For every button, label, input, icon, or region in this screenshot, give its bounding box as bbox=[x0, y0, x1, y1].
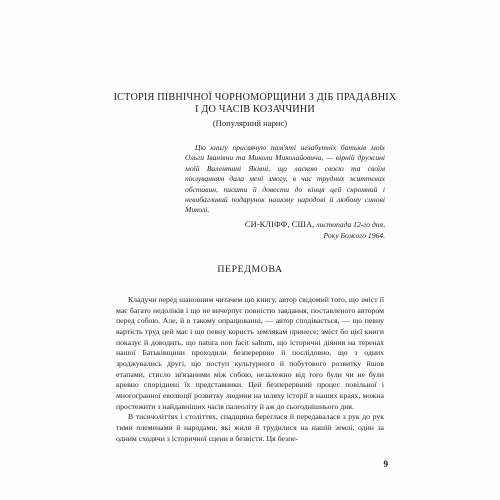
chapter-title-line-1: ІСТОРІЯ ПІВНІЧНОЇ ЧОРНОМОРЩИНИ З ДІБ ПРАДАВНІХ bbox=[113, 92, 397, 103]
subtitle: (Популярний нарис) bbox=[212, 118, 288, 128]
signature-date-line-2: Року Божого 1964. bbox=[323, 231, 385, 240]
foreword-text bbox=[116, 295, 384, 444]
chapter-title bbox=[110, 92, 400, 115]
dedication-signature bbox=[185, 219, 385, 241]
paragraph-1: Кладучи перед шановним читачем цю книгу, автор свідомий того, що зміст її має багато недоліків і що не вичерпує повністю завдання, поставленого автором перед собою. Але, й в такому опрацюванні, — автор сподівається, — що певну вартість труд цей має і що певну користь землякам принесе; зміст бо цієї книги показує й доводить, що natura non facit saltum, що історичні діяння на теренах нашої Батьківщини проходили безперервно й послідовно, що з одних зроджувались другі, що поступ культурного й побутового розвитку йшов етапами, стисло зв'язаними між собою, незалежно від того були чи не були кревно споріднені їх представники. Цей безперервний процес повільної і многогранної еволюції розвитку людини на шляху історії в наших краях, можна простежити з найдавніших часів палеоліту й аж до сьогоднішнього дня. bbox=[116, 295, 384, 411]
signature-date-line-1: листопада 12-го дня, bbox=[316, 220, 385, 229]
dedication: Цю книгу присвячую пам'яті незабутніх батьків моїх Ольги Іванівни та Миколи Миколайовича, — вірній дружині моїй Валентині Яківні, що ласкою своєю та своїм піклуванням дала мені змогу, в час трудних життєвих обставин, писати й довести до кінця цей скромний і невибагливий подарунок нашому народові й любому синові Миколі. bbox=[185, 143, 385, 215]
section-heading: ПЕРЕДМОВА bbox=[217, 264, 283, 275]
page-number: 9 bbox=[383, 459, 388, 469]
paragraph-2: В тисячоліттях і століттях, спадщина береглася й передавалася з рук до рук тими племенами й народами, які жили й трудилися на нашій землі, один за одним сходячи з історичної сцени в безвісти. Ця безпе- bbox=[116, 412, 384, 443]
chapter-title-line-2: І ДО ЧАСІВ КОЗАЧЧИНИ bbox=[195, 103, 315, 115]
signature-place: СИ-КЛІФФ, США, bbox=[244, 220, 315, 229]
